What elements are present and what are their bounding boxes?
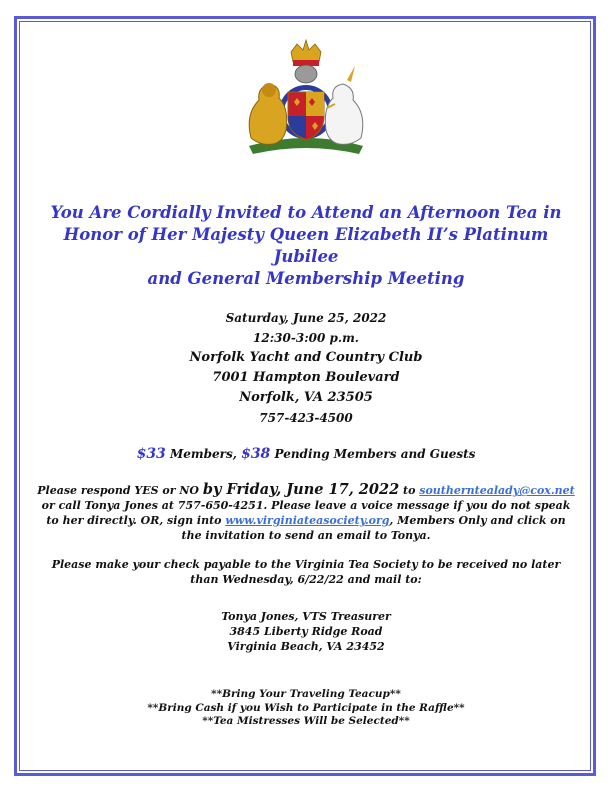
event-city: Norfolk, VA 23505 [239,390,373,405]
pricing [26,446,586,462]
reminder-item: **Bring Cash if you Wish to Participate in the Raffle** [147,701,465,714]
mailing-address [26,609,586,654]
rsvp-email-link[interactable]: southerntealady@cox.net [419,484,575,497]
rsvp-website-instructions: , Members Only and click on the invitation to send an email to Tonya. [181,514,566,542]
title-line: You Are Cordially Invited to Attend an Afternoon Tea in [50,203,562,222]
member-price: $33 [136,446,166,462]
rsvp-deadline: Friday, June 17, 2022 [226,481,400,498]
invitation-page [26,30,586,760]
title-line: Honor of Her Majesty Queen Elizabeth II’s Platinum Jubilee [63,225,549,266]
guest-label: Pending Members and Guests [270,447,476,461]
event-street: 7001 Hampton Boulevard [212,370,400,385]
reminder-item: **Tea Mistresses Will be Selected** [202,715,410,727]
member-label: Members, [165,447,242,461]
rsvp-by: by [202,481,227,498]
mail-name: Tonya Jones, VTS Treasurer [221,610,391,623]
invitation-title [36,202,576,290]
rsvp-instructions: or call Tonya Jones at 757-650-4251. Please leave a voice message if you do not speak to her directly. OR, sign into [41,499,571,527]
mail-city: Virginia Beach, VA 23452 [227,640,385,653]
rsvp-to: to [399,484,420,497]
royal-crest-icon [231,38,381,158]
event-venue: Norfolk Yacht and Country Club [189,350,423,365]
guest-price: $38 [241,446,271,462]
title-line: and General Membership Meeting [147,269,465,288]
reminders [26,688,586,729]
event-time: 12:30-3:00 p.m. [253,331,359,345]
check-instructions: Please make your check payable to the Virginia Tea Society to be received no later than Wednesday, 6/22/22 and mail to: [51,558,561,586]
rsvp-intro: Please respond YES or NO [37,484,203,497]
event-details [26,308,586,428]
rsvp-paragraph [36,482,576,543]
event-date: Saturday, June 25, 2022 [225,311,387,325]
mail-street: 3845 Liberty Ridge Road [229,625,383,638]
society-website-link[interactable]: www.virginiateasociety.org [225,514,390,527]
event-phone: 757-423-4500 [259,411,353,425]
reminder-item: **Bring Your Traveling Teacup** [211,688,401,700]
